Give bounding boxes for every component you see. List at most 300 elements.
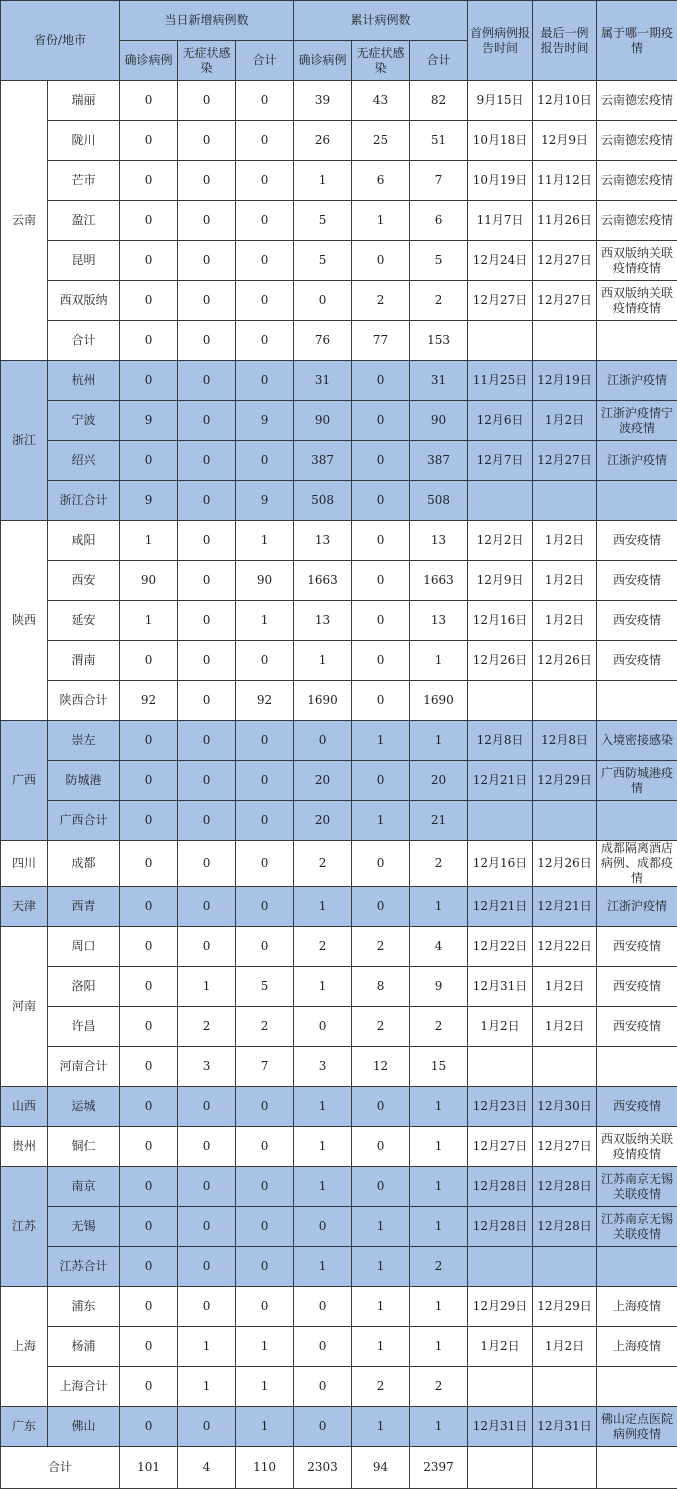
table-row bbox=[1, 121, 677, 161]
first-report-cell: 12月23日 bbox=[468, 1087, 533, 1127]
new-asymptomatic-cell: 0 bbox=[178, 1207, 236, 1247]
city-cell: 西双版纳 bbox=[48, 281, 120, 321]
last-report-cell bbox=[533, 321, 597, 361]
province-cell: 四川 bbox=[1, 841, 48, 887]
cum-confirmed-cell: 1 bbox=[294, 161, 352, 201]
last-report-cell bbox=[533, 1047, 597, 1087]
table-row bbox=[1, 401, 677, 441]
outbreak-cell: 西双版纳关联疫情疫情 bbox=[597, 241, 677, 281]
table-row bbox=[1, 161, 677, 201]
grand-outbreak-cell bbox=[597, 1447, 677, 1489]
first-report-cell: 12月22日 bbox=[468, 927, 533, 967]
new-asymptomatic-cell: 0 bbox=[178, 1247, 236, 1287]
table-row bbox=[1, 241, 677, 281]
first-report-cell: 12月24日 bbox=[468, 241, 533, 281]
table-row bbox=[1, 1247, 677, 1287]
city-cell: 许昌 bbox=[48, 1007, 120, 1047]
cum-confirmed-cell: 13 bbox=[294, 521, 352, 561]
outbreak-cell: 西双版纳关联疫情疫情 bbox=[597, 281, 677, 321]
last-report-cell: 11月26日 bbox=[533, 201, 597, 241]
new-confirmed-cell: 0 bbox=[120, 967, 178, 1007]
table-body bbox=[1, 81, 677, 1489]
header-last-report: 最后一例报告时间 bbox=[533, 1, 597, 81]
table-row bbox=[1, 601, 677, 641]
grand-cum-confirmed-cell: 2303 bbox=[294, 1447, 352, 1489]
outbreak-cell: 西安疫情 bbox=[597, 641, 677, 681]
city-cell: 咸阳 bbox=[48, 521, 120, 561]
city-cell: 上海合计 bbox=[48, 1367, 120, 1407]
city-cell: 佛山 bbox=[48, 1407, 120, 1447]
table-row bbox=[1, 1287, 677, 1327]
cum-confirmed-cell: 5 bbox=[294, 201, 352, 241]
header-cum-confirmed: 确诊病例 bbox=[294, 41, 352, 81]
new-confirmed-cell: 92 bbox=[120, 681, 178, 721]
last-report-cell: 1月2日 bbox=[533, 521, 597, 561]
cum-total-cell: 1 bbox=[410, 1207, 468, 1247]
cum-confirmed-cell: 0 bbox=[294, 721, 352, 761]
province-cell: 广东 bbox=[1, 1407, 48, 1447]
new-asymptomatic-cell: 0 bbox=[178, 841, 236, 887]
cum-total-cell: 1 bbox=[410, 1327, 468, 1367]
first-report-cell: 11月7日 bbox=[468, 201, 533, 241]
cum-confirmed-cell: 387 bbox=[294, 441, 352, 481]
cum-asymptomatic-cell: 0 bbox=[352, 1087, 410, 1127]
new-asymptomatic-cell: 0 bbox=[178, 201, 236, 241]
new-asymptomatic-cell: 0 bbox=[178, 481, 236, 521]
new-total-cell: 1 bbox=[236, 521, 294, 561]
new-total-cell: 0 bbox=[236, 641, 294, 681]
outbreak-cell: 江浙沪疫情 bbox=[597, 441, 677, 481]
new-asymptomatic-cell: 1 bbox=[178, 1367, 236, 1407]
new-total-cell: 7 bbox=[236, 1047, 294, 1087]
new-total-cell: 90 bbox=[236, 561, 294, 601]
city-cell: 杭州 bbox=[48, 361, 120, 401]
cum-asymptomatic-cell: 0 bbox=[352, 361, 410, 401]
city-cell: 西青 bbox=[48, 887, 120, 927]
new-asymptomatic-cell: 0 bbox=[178, 721, 236, 761]
last-report-cell: 12月27日 bbox=[533, 1127, 597, 1167]
last-report-cell: 12月9日 bbox=[533, 121, 597, 161]
cum-asymptomatic-cell: 77 bbox=[352, 321, 410, 361]
new-asymptomatic-cell: 0 bbox=[178, 401, 236, 441]
last-report-cell bbox=[533, 1247, 597, 1287]
new-total-cell: 0 bbox=[236, 841, 294, 887]
last-report-cell: 12月10日 bbox=[533, 81, 597, 121]
new-asymptomatic-cell: 0 bbox=[178, 801, 236, 841]
new-asymptomatic-cell: 0 bbox=[178, 441, 236, 481]
outbreak-cell bbox=[597, 801, 677, 841]
last-report-cell: 12月8日 bbox=[533, 721, 597, 761]
outbreak-cell bbox=[597, 481, 677, 521]
cum-total-cell: 82 bbox=[410, 81, 468, 121]
cum-asymptomatic-cell: 0 bbox=[352, 601, 410, 641]
new-total-cell: 0 bbox=[236, 1087, 294, 1127]
new-confirmed-cell: 0 bbox=[120, 641, 178, 681]
last-report-cell: 1月2日 bbox=[533, 561, 597, 601]
first-report-cell: 1月2日 bbox=[468, 1327, 533, 1367]
last-report-cell bbox=[533, 1367, 597, 1407]
cum-confirmed-cell: 2 bbox=[294, 927, 352, 967]
new-total-cell: 0 bbox=[236, 801, 294, 841]
cum-confirmed-cell: 2 bbox=[294, 841, 352, 887]
cum-confirmed-cell: 20 bbox=[294, 801, 352, 841]
cum-confirmed-cell: 1 bbox=[294, 1247, 352, 1287]
first-report-cell: 12月7日 bbox=[468, 441, 533, 481]
new-total-cell: 1 bbox=[236, 1407, 294, 1447]
city-cell: 浦东 bbox=[48, 1287, 120, 1327]
new-confirmed-cell: 0 bbox=[120, 241, 178, 281]
new-confirmed-cell: 0 bbox=[120, 161, 178, 201]
new-confirmed-cell: 0 bbox=[120, 441, 178, 481]
cum-asymptomatic-cell: 1 bbox=[352, 1327, 410, 1367]
table-row bbox=[1, 81, 677, 121]
city-cell: 河南合计 bbox=[48, 1047, 120, 1087]
table-row bbox=[1, 361, 677, 401]
new-confirmed-cell: 0 bbox=[120, 201, 178, 241]
new-total-cell: 1 bbox=[236, 601, 294, 641]
cum-asymptomatic-cell: 0 bbox=[352, 401, 410, 441]
first-report-cell: 12月8日 bbox=[468, 721, 533, 761]
last-report-cell bbox=[533, 801, 597, 841]
province-cell: 云南 bbox=[1, 81, 48, 361]
cum-total-cell: 2 bbox=[410, 1007, 468, 1047]
last-report-cell: 1月2日 bbox=[533, 967, 597, 1007]
cum-asymptomatic-cell: 1 bbox=[352, 801, 410, 841]
new-confirmed-cell: 0 bbox=[120, 1167, 178, 1207]
first-report-cell: 12月29日 bbox=[468, 1287, 533, 1327]
new-asymptomatic-cell: 0 bbox=[178, 1287, 236, 1327]
outbreak-cell: 入境密接感染 bbox=[597, 721, 677, 761]
city-cell: 渭南 bbox=[48, 641, 120, 681]
cum-confirmed-cell: 1 bbox=[294, 967, 352, 1007]
new-total-cell: 9 bbox=[236, 401, 294, 441]
cum-confirmed-cell: 1 bbox=[294, 887, 352, 927]
cum-confirmed-cell: 0 bbox=[294, 1207, 352, 1247]
city-cell: 盈江 bbox=[48, 201, 120, 241]
new-asymptomatic-cell: 0 bbox=[178, 81, 236, 121]
cum-asymptomatic-cell: 8 bbox=[352, 967, 410, 1007]
cum-asymptomatic-cell: 0 bbox=[352, 841, 410, 887]
outbreak-cell: 西安疫情 bbox=[597, 561, 677, 601]
cum-confirmed-cell: 39 bbox=[294, 81, 352, 121]
new-confirmed-cell: 0 bbox=[120, 761, 178, 801]
cum-asymptomatic-cell: 2 bbox=[352, 927, 410, 967]
new-total-cell: 9 bbox=[236, 481, 294, 521]
cum-asymptomatic-cell: 25 bbox=[352, 121, 410, 161]
cum-asymptomatic-cell: 0 bbox=[352, 641, 410, 681]
cum-total-cell: 1 bbox=[410, 1127, 468, 1167]
new-asymptomatic-cell: 2 bbox=[178, 1007, 236, 1047]
cum-total-cell: 1663 bbox=[410, 561, 468, 601]
cum-asymptomatic-cell: 1 bbox=[352, 1407, 410, 1447]
city-cell: 无锡 bbox=[48, 1207, 120, 1247]
grand-new-asymptomatic-cell: 4 bbox=[178, 1447, 236, 1489]
province-cell: 广西 bbox=[1, 721, 48, 841]
city-cell: 江苏合计 bbox=[48, 1247, 120, 1287]
header-cum-total: 合计 bbox=[410, 41, 468, 81]
table-row bbox=[1, 561, 677, 601]
table-row bbox=[1, 1087, 677, 1127]
cum-asymptomatic-cell: 0 bbox=[352, 241, 410, 281]
cum-total-cell: 15 bbox=[410, 1047, 468, 1087]
first-report-cell: 12月21日 bbox=[468, 887, 533, 927]
new-confirmed-cell: 1 bbox=[120, 601, 178, 641]
cum-total-cell: 508 bbox=[410, 481, 468, 521]
new-asymptomatic-cell: 0 bbox=[178, 1087, 236, 1127]
cum-total-cell: 4 bbox=[410, 927, 468, 967]
cum-confirmed-cell: 5 bbox=[294, 241, 352, 281]
province-cell: 江苏 bbox=[1, 1167, 48, 1287]
new-confirmed-cell: 9 bbox=[120, 481, 178, 521]
city-cell: 合计 bbox=[48, 321, 120, 361]
new-confirmed-cell: 0 bbox=[120, 281, 178, 321]
cum-total-cell: 2 bbox=[410, 841, 468, 887]
grand-last-report-cell bbox=[533, 1447, 597, 1489]
table-row bbox=[1, 967, 677, 1007]
cum-total-cell: 1 bbox=[410, 641, 468, 681]
province-cell: 天津 bbox=[1, 887, 48, 927]
table-row bbox=[1, 927, 677, 967]
city-cell: 芒市 bbox=[48, 161, 120, 201]
new-confirmed-cell: 0 bbox=[120, 321, 178, 361]
new-confirmed-cell: 0 bbox=[120, 841, 178, 887]
new-total-cell: 0 bbox=[236, 887, 294, 927]
city-cell: 南京 bbox=[48, 1167, 120, 1207]
outbreak-cell: 上海疫情 bbox=[597, 1327, 677, 1367]
outbreak-cell: 西双版纳关联疫情疫情 bbox=[597, 1127, 677, 1167]
outbreak-cell: 江浙沪疫情 bbox=[597, 887, 677, 927]
new-total-cell: 0 bbox=[236, 361, 294, 401]
new-total-cell: 92 bbox=[236, 681, 294, 721]
header-first-report: 首例病例报告时间 bbox=[468, 1, 533, 81]
city-cell: 崇左 bbox=[48, 721, 120, 761]
new-asymptomatic-cell: 0 bbox=[178, 121, 236, 161]
first-report-cell: 12月2日 bbox=[468, 521, 533, 561]
new-total-cell: 2 bbox=[236, 1007, 294, 1047]
cum-asymptomatic-cell: 1 bbox=[352, 1287, 410, 1327]
outbreak-cell: 江苏南京无锡关联疫情 bbox=[597, 1207, 677, 1247]
header-new-asymptomatic: 无症状感染 bbox=[178, 41, 236, 81]
cum-total-cell: 1 bbox=[410, 1087, 468, 1127]
first-report-cell: 12月27日 bbox=[468, 1127, 533, 1167]
table-row bbox=[1, 1127, 677, 1167]
cum-total-cell: 153 bbox=[410, 321, 468, 361]
table-row bbox=[1, 1407, 677, 1447]
new-total-cell: 0 bbox=[236, 321, 294, 361]
first-report-cell: 12月9日 bbox=[468, 561, 533, 601]
province-cell: 贵州 bbox=[1, 1127, 48, 1167]
new-total-cell: 0 bbox=[236, 761, 294, 801]
cum-confirmed-cell: 0 bbox=[294, 1287, 352, 1327]
cum-asymptomatic-cell: 2 bbox=[352, 1007, 410, 1047]
cum-total-cell: 21 bbox=[410, 801, 468, 841]
first-report-cell: 12月27日 bbox=[468, 281, 533, 321]
table-row bbox=[1, 641, 677, 681]
outbreak-cell: 上海疫情 bbox=[597, 1287, 677, 1327]
new-asymptomatic-cell: 0 bbox=[178, 321, 236, 361]
cum-confirmed-cell: 0 bbox=[294, 281, 352, 321]
new-total-cell: 0 bbox=[236, 241, 294, 281]
cum-total-cell: 2 bbox=[410, 1367, 468, 1407]
cum-confirmed-cell: 1 bbox=[294, 1087, 352, 1127]
first-report-cell: 12月28日 bbox=[468, 1167, 533, 1207]
city-cell: 浙江合计 bbox=[48, 481, 120, 521]
new-confirmed-cell: 0 bbox=[120, 1047, 178, 1087]
first-report-cell: 12月31日 bbox=[468, 967, 533, 1007]
header-cum-asymptomatic: 无症状感染 bbox=[352, 41, 410, 81]
cum-asymptomatic-cell: 0 bbox=[352, 887, 410, 927]
header-cumulative-cases: 累计病例数 bbox=[294, 1, 468, 41]
new-asymptomatic-cell: 0 bbox=[178, 561, 236, 601]
outbreak-cell bbox=[597, 1247, 677, 1287]
new-total-cell: 1 bbox=[236, 1367, 294, 1407]
new-confirmed-cell: 0 bbox=[120, 801, 178, 841]
cum-asymptomatic-cell: 2 bbox=[352, 281, 410, 321]
last-report-cell: 12月28日 bbox=[533, 1207, 597, 1247]
cum-total-cell: 1 bbox=[410, 721, 468, 761]
new-asymptomatic-cell: 0 bbox=[178, 601, 236, 641]
last-report-cell: 12月29日 bbox=[533, 1287, 597, 1327]
new-confirmed-cell: 0 bbox=[120, 121, 178, 161]
first-report-cell: 12月26日 bbox=[468, 641, 533, 681]
outbreak-cell bbox=[597, 681, 677, 721]
new-confirmed-cell: 0 bbox=[120, 1087, 178, 1127]
cum-total-cell: 2 bbox=[410, 281, 468, 321]
city-cell: 昆明 bbox=[48, 241, 120, 281]
grand-new-confirmed-cell: 101 bbox=[120, 1447, 178, 1489]
outbreak-cell: 广西防城港疫情 bbox=[597, 761, 677, 801]
header-new-confirmed: 确诊病例 bbox=[120, 41, 178, 81]
cum-confirmed-cell: 90 bbox=[294, 401, 352, 441]
outbreak-cell bbox=[597, 1047, 677, 1087]
outbreak-cell bbox=[597, 321, 677, 361]
table-row bbox=[1, 887, 677, 927]
cum-asymptomatic-cell: 0 bbox=[352, 481, 410, 521]
last-report-cell: 1月2日 bbox=[533, 1327, 597, 1367]
first-report-cell bbox=[468, 1367, 533, 1407]
last-report-cell: 11月12日 bbox=[533, 161, 597, 201]
last-report-cell: 1月2日 bbox=[533, 1007, 597, 1047]
city-cell: 杨浦 bbox=[48, 1327, 120, 1367]
header-region: 省份/地市 bbox=[1, 1, 120, 81]
cum-asymptomatic-cell: 0 bbox=[352, 761, 410, 801]
outbreak-cell: 西安疫情 bbox=[597, 1007, 677, 1047]
cum-total-cell: 90 bbox=[410, 401, 468, 441]
cum-total-cell: 31 bbox=[410, 361, 468, 401]
city-cell: 防城港 bbox=[48, 761, 120, 801]
new-confirmed-cell: 0 bbox=[120, 1287, 178, 1327]
cum-asymptomatic-cell: 0 bbox=[352, 1167, 410, 1207]
cum-asymptomatic-cell: 0 bbox=[352, 561, 410, 601]
cum-asymptomatic-cell: 6 bbox=[352, 161, 410, 201]
city-cell: 周口 bbox=[48, 927, 120, 967]
outbreak-cell bbox=[597, 1367, 677, 1407]
new-asymptomatic-cell: 0 bbox=[178, 641, 236, 681]
cum-total-cell: 20 bbox=[410, 761, 468, 801]
new-confirmed-cell: 0 bbox=[120, 81, 178, 121]
new-total-cell: 0 bbox=[236, 1167, 294, 1207]
cum-total-cell: 2 bbox=[410, 1247, 468, 1287]
outbreak-cell: 江苏南京无锡关联疫情 bbox=[597, 1167, 677, 1207]
cum-total-cell: 51 bbox=[410, 121, 468, 161]
new-total-cell: 0 bbox=[236, 121, 294, 161]
city-cell: 铜仁 bbox=[48, 1127, 120, 1167]
table-row bbox=[1, 521, 677, 561]
province-cell: 浙江 bbox=[1, 361, 48, 521]
table-row bbox=[1, 1167, 677, 1207]
new-asymptomatic-cell: 1 bbox=[178, 1327, 236, 1367]
outbreak-cell: 成都隔离酒店病例、成都疫情 bbox=[597, 841, 677, 887]
new-asymptomatic-cell: 0 bbox=[178, 521, 236, 561]
cum-asymptomatic-cell: 0 bbox=[352, 441, 410, 481]
cum-total-cell: 13 bbox=[410, 521, 468, 561]
table-row bbox=[1, 721, 677, 761]
cum-asymptomatic-cell: 1 bbox=[352, 201, 410, 241]
first-report-cell: 12月21日 bbox=[468, 761, 533, 801]
table-row bbox=[1, 321, 677, 361]
cum-confirmed-cell: 1 bbox=[294, 641, 352, 681]
city-cell: 宁波 bbox=[48, 401, 120, 441]
cum-confirmed-cell: 31 bbox=[294, 361, 352, 401]
grand-cum-asymptomatic-cell: 94 bbox=[352, 1447, 410, 1489]
province-cell: 陕西 bbox=[1, 521, 48, 721]
new-confirmed-cell: 0 bbox=[120, 1327, 178, 1367]
cum-asymptomatic-cell: 12 bbox=[352, 1047, 410, 1087]
outbreak-cell: 云南德宏疫情 bbox=[597, 161, 677, 201]
new-asymptomatic-cell: 0 bbox=[178, 281, 236, 321]
new-total-cell: 0 bbox=[236, 1127, 294, 1167]
new-asymptomatic-cell: 0 bbox=[178, 161, 236, 201]
cum-confirmed-cell: 26 bbox=[294, 121, 352, 161]
cum-confirmed-cell: 3 bbox=[294, 1047, 352, 1087]
cum-total-cell: 7 bbox=[410, 161, 468, 201]
outbreak-cell: 佛山定点医院病例疫情 bbox=[597, 1407, 677, 1447]
cum-confirmed-cell: 1 bbox=[294, 1127, 352, 1167]
cum-asymptomatic-cell: 0 bbox=[352, 1127, 410, 1167]
new-confirmed-cell: 90 bbox=[120, 561, 178, 601]
cum-total-cell: 1690 bbox=[410, 681, 468, 721]
last-report-cell: 12月30日 bbox=[533, 1087, 597, 1127]
new-total-cell: 0 bbox=[236, 927, 294, 967]
new-confirmed-cell: 0 bbox=[120, 1127, 178, 1167]
cum-total-cell: 1 bbox=[410, 887, 468, 927]
province-cell: 上海 bbox=[1, 1287, 48, 1407]
new-total-cell: 0 bbox=[236, 1287, 294, 1327]
first-report-cell: 10月18日 bbox=[468, 121, 533, 161]
city-cell: 延安 bbox=[48, 601, 120, 641]
last-report-cell: 1月2日 bbox=[533, 601, 597, 641]
table-row bbox=[1, 1007, 677, 1047]
city-cell: 陇川 bbox=[48, 121, 120, 161]
table-row bbox=[1, 1367, 677, 1407]
city-cell: 绍兴 bbox=[48, 441, 120, 481]
cum-asymptomatic-cell: 0 bbox=[352, 681, 410, 721]
last-report-cell: 1月2日 bbox=[533, 401, 597, 441]
new-confirmed-cell: 0 bbox=[120, 1207, 178, 1247]
new-asymptomatic-cell: 0 bbox=[178, 1407, 236, 1447]
cum-asymptomatic-cell: 0 bbox=[352, 521, 410, 561]
cum-confirmed-cell: 1690 bbox=[294, 681, 352, 721]
cum-confirmed-cell: 0 bbox=[294, 1327, 352, 1367]
first-report-cell: 12月6日 bbox=[468, 401, 533, 441]
new-confirmed-cell: 0 bbox=[120, 927, 178, 967]
first-report-cell bbox=[468, 1247, 533, 1287]
cum-asymptomatic-cell: 1 bbox=[352, 1247, 410, 1287]
new-asymptomatic-cell: 0 bbox=[178, 1127, 236, 1167]
first-report-cell: 12月28日 bbox=[468, 1207, 533, 1247]
last-report-cell: 12月27日 bbox=[533, 241, 597, 281]
last-report-cell: 12月19日 bbox=[533, 361, 597, 401]
